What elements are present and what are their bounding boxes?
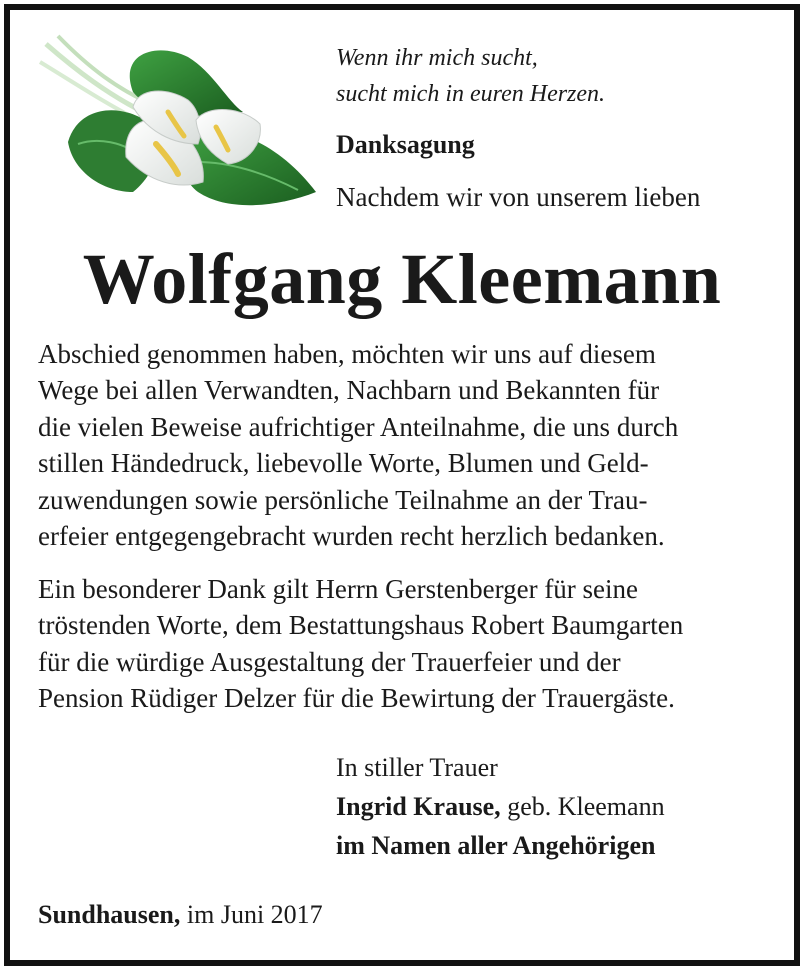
signer-line: [336, 787, 665, 826]
quote-line-2: sucht mich in euren Herzen.: [336, 81, 606, 107]
paragraph-line: Pension Rüdiger Delzer für die Bewirtung der Trauergäste.: [38, 683, 675, 714]
calla-lily-bouquet-icon: [38, 32, 320, 220]
signer-name: Ingrid Krause,: [336, 792, 501, 821]
quote-line-1: Wenn ihr mich sucht,: [336, 45, 538, 71]
paragraph-line: erfeier entgegengebracht wurden recht herzlich bedanken.: [38, 520, 665, 551]
date: im Juni 2017: [180, 900, 323, 929]
paragraph-line: zuwendungen sowie persönliche Teilnahme an der Trau-: [38, 484, 648, 515]
paragraph-line: Abschied genommen haben, möchten wir uns auf diesem: [38, 339, 656, 369]
heading-danksagung: Danksagung: [336, 130, 475, 159]
signature-block: [336, 748, 665, 865]
thanks-paragraph-2: [38, 571, 762, 717]
place-date: [38, 900, 323, 930]
paragraph-line: tröstenden Worte, dem Bestattungshaus Robert Baumgarten: [38, 610, 684, 641]
intro-text: Nachdem wir von unserem lieben: [336, 182, 701, 212]
paragraph-line: die vielen Beweise aufrichtiger Anteilnahme, die uns durch: [38, 411, 679, 442]
paragraph-line: Wege bei allen Verwandten, Nachbarn und Bekannten für: [38, 375, 660, 406]
obituary-frame: [4, 4, 800, 966]
place: Sundhausen,: [38, 900, 181, 929]
family-line: im Namen aller Angehörigen: [336, 831, 656, 860]
mourning-line: In stiller Trauer: [336, 753, 498, 782]
paragraph-line: für die würdige Ausgestaltung der Trauerfeier und der: [38, 646, 621, 677]
deceased-name: Wolfgang Kleemann: [82, 239, 722, 319]
signer-maiden-name: geb. Kleemann: [500, 792, 665, 821]
paragraph-line: stillen Händedruck, liebevolle Worte, Blumen und Geld-: [38, 448, 649, 479]
thanks-paragraph-1: [38, 336, 762, 554]
paragraph-line: Ein besonderer Dank gilt Herrn Gerstenberger für seine: [38, 574, 639, 604]
quote: [336, 40, 605, 112]
